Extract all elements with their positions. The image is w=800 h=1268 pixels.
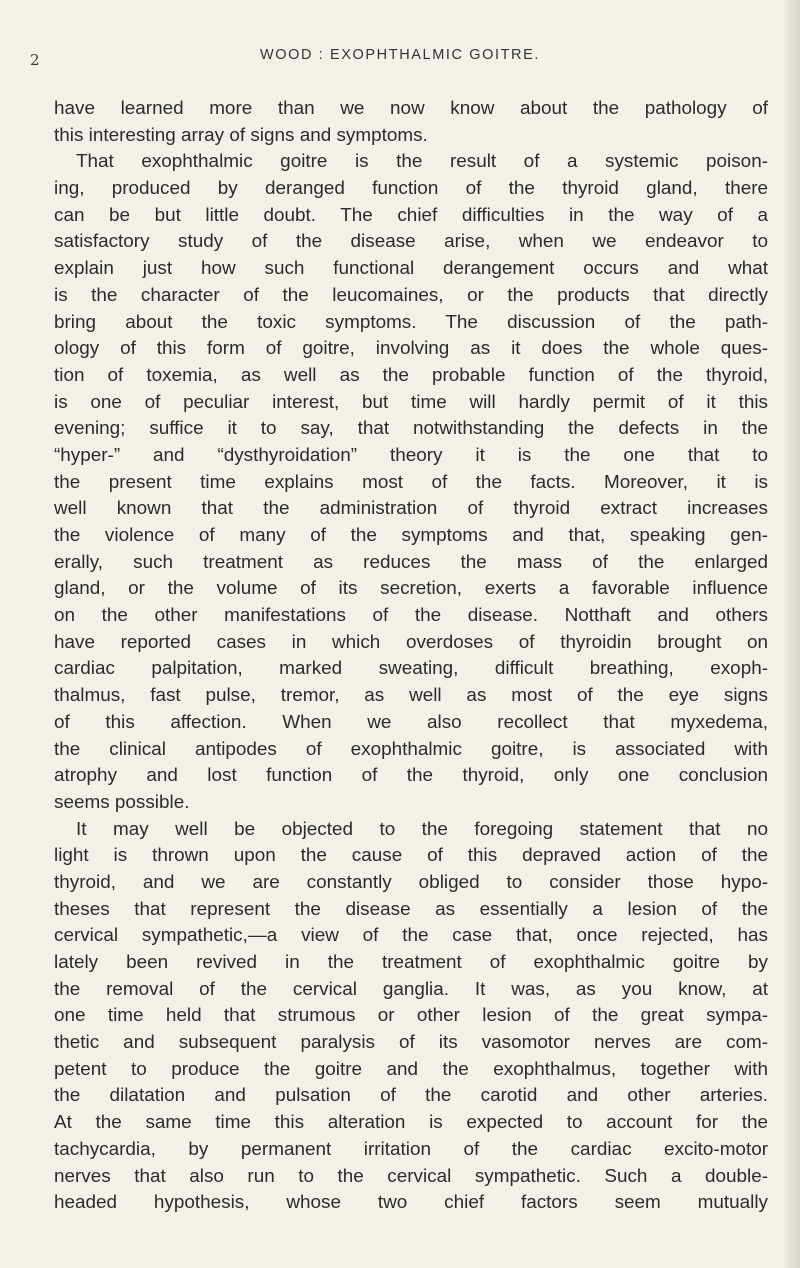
text-line: the present time explains most of the facts. Moreover, it is bbox=[54, 471, 768, 493]
text-line: the removal of the cervical ganglia. It was, as you know, at bbox=[54, 978, 768, 1000]
text-line: tachycardia, by permanent irritation of the cardiac excito-motor bbox=[54, 1138, 768, 1160]
text-line: petent to produce the goitre and the exophthalmus, together with bbox=[54, 1058, 768, 1080]
text-line: the clinical antipodes of exophthalmic goitre, is associated with bbox=[54, 738, 768, 760]
text-line: explain just how such functional derangement occurs and what bbox=[54, 258, 768, 280]
page-number: 2 bbox=[30, 51, 40, 69]
text-line: nerves that also run to the cervical sympathetic. Such a double- bbox=[54, 1165, 768, 1187]
text-line: the dilatation and pulsation of the carotid and other arteries. bbox=[54, 1085, 768, 1107]
text-line: atrophy and lost function of the thyroid, only one conclusion bbox=[54, 765, 768, 787]
text-line: satisfactory study of the disease arise, when we endeavor to bbox=[54, 231, 768, 253]
paragraph-start-line: That exophthalmic goitre is the result of a systemic poison- bbox=[76, 151, 768, 173]
text-line: At the same time this alteration is expected to account for the bbox=[54, 1112, 768, 1134]
text-line: light is thrown upon the cause of this depraved action of the bbox=[54, 845, 768, 867]
text-line: cardiac palpitation, marked sweating, difficult breathing, exoph- bbox=[54, 658, 768, 680]
text-line: one time held that strumous or other lesion of the great sympa- bbox=[54, 1005, 768, 1027]
body-text bbox=[54, 96, 768, 1217]
text-line: of this affection. When we also recollect that myxedema, bbox=[54, 711, 768, 733]
text-line: seems possible. bbox=[54, 791, 190, 813]
text-line: lately been revived in the treatment of exophthalmic goitre by bbox=[54, 952, 768, 973]
text-line: well known that the administration of thyroid extract increases bbox=[54, 498, 768, 520]
text-line: “hyper-” and “dysthyroidation” theory it is the one that to bbox=[54, 444, 768, 466]
text-line: ology of this form of goitre, involving as it does the whole ques- bbox=[54, 338, 768, 360]
text-line: have learned more than we now know about the pathology of bbox=[54, 98, 768, 119]
text-line: can be but little doubt. The chief difficulties in the way of a bbox=[54, 204, 768, 226]
text-line: thalmus, fast pulse, tremor, as well as most of the eye signs bbox=[54, 685, 768, 707]
paragraph-start-line: It may well be objected to the foregoing statement that no bbox=[76, 818, 768, 840]
text-line: have reported cases in which overdoses of thyroidin brought on bbox=[54, 631, 768, 653]
text-line: is the character of the leucomaines, or the products that directly bbox=[54, 284, 768, 306]
text-line: the violence of many of the symptoms and that, speaking gen- bbox=[54, 525, 768, 546]
text-line: on the other manifestations of the disease. Notthaft and others bbox=[54, 605, 768, 627]
page-edge-shadow bbox=[782, 0, 800, 1268]
text-line: thetic and subsequent paralysis of its vasomotor nerves are com- bbox=[54, 1032, 768, 1054]
text-line: thyroid, and we are constantly obliged to consider those hypo- bbox=[54, 871, 768, 893]
text-line: theses that represent the disease as essentially a lesion of the bbox=[54, 898, 768, 920]
running-head: WOOD : EXOPHTHALMIC GOITRE. bbox=[259, 47, 541, 63]
text-line: evening; suffice it to say, that notwithstanding the defects in the bbox=[54, 418, 768, 440]
text-line: cervical sympathetic,—a view of the case that, once rejected, has bbox=[54, 925, 768, 947]
text-line: this interesting array of signs and symptoms. bbox=[54, 124, 428, 146]
text-line: gland, or the volume of its secretion, exerts a favorable influence bbox=[54, 578, 768, 600]
text-line: is one of peculiar interest, but time will hardly permit of it this bbox=[54, 391, 768, 413]
text-line: tion of toxemia, as well as the probable function of the thyroid, bbox=[54, 364, 768, 386]
text-line: ing, produced by deranged function of the thyroid gland, there bbox=[54, 178, 768, 200]
text-line: erally, such treatment as reduces the mass of the enlarged bbox=[54, 551, 768, 573]
text-line: headed hypothesis, whose two chief factors seem mutually bbox=[54, 1192, 768, 1214]
text-line: bring about the toxic symptoms. The discussion of the path- bbox=[54, 311, 768, 333]
